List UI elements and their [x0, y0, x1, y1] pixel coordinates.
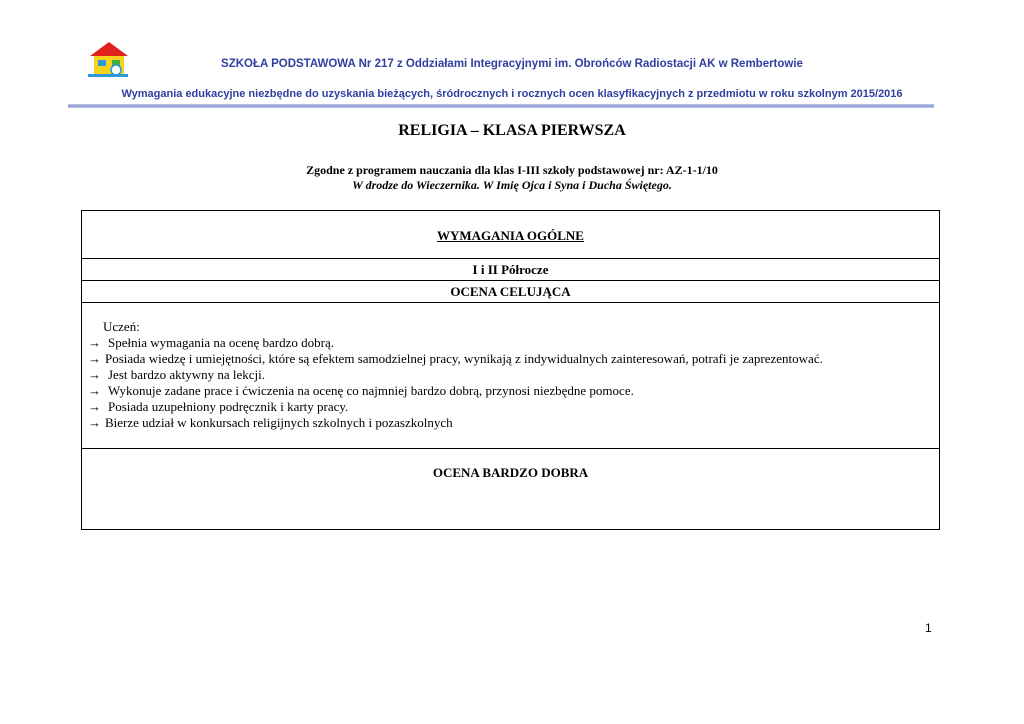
arrow-icon: →: [88, 415, 101, 430]
requirement-text: Bierze udział w konkursach religijnych szkolnych i pozaszkolnych: [105, 415, 453, 430]
requirement-text: Spełnia wymagania na ocenę bardzo dobrą.: [108, 335, 334, 350]
school-name-header: SZKOŁA PODSTAWOWA Nr 217 z Oddziałami Integracyjnymi im. Obrońców Radiostacji AK w Rembertowie: [221, 58, 803, 70]
list-item: [88, 351, 823, 367]
list-item: [88, 399, 348, 415]
requirement-text: Posiada uzupełniony podręcznik i karty pracy.: [108, 399, 349, 414]
arrow-icon: →: [88, 399, 101, 414]
grade-very-good-heading: OCENA BARDZO DOBRA: [432, 465, 589, 480]
requirement-text: Posiada wiedzę i umiejętności, które są efektem samodzielnej pracy, wynikają z indywidualnych zainteresowań, potrafi je zaprezentować.: [105, 351, 823, 366]
arrow-icon: →: [88, 367, 101, 382]
arrow-icon: →: [88, 383, 101, 398]
student-label: Uczeń:: [103, 319, 140, 334]
program-title: W drodze do Wieczernika. W Imię Ojca i Syna i Ducha Świętego.: [352, 178, 672, 192]
page-title: RELIGIA – KLASA PIERWSZA: [398, 122, 626, 139]
list-item: [88, 367, 265, 383]
arrow-icon: →: [88, 351, 101, 366]
list-item: [88, 415, 453, 431]
grade-very-good-row: [82, 449, 939, 529]
program-line: Zgodne z programem nauczania dla klas I-III szkoły podstawowej nr: AZ-1-1/10: [306, 163, 718, 177]
requirements-table: [81, 210, 940, 530]
list-item: [88, 383, 634, 399]
semester-row: [82, 259, 939, 281]
grade-excellent-heading: OCENA CELUJĄCA: [450, 284, 571, 299]
list-item: [88, 335, 334, 351]
requirements-subtitle-header: Wymagania edukacyjne niezbędne do uzyskania bieżących, śródrocznych i rocznych ocen klasyfikacyjnych z przedmiotu w roku szkolnym 2015/2016: [121, 88, 903, 100]
page-number: 1: [925, 621, 932, 635]
school-house-logo-icon: [86, 40, 132, 80]
semester-label: I i II Półrocze: [472, 262, 549, 277]
requirements-list-row: [82, 303, 939, 449]
requirement-text: Jest bardzo aktywny na lekcji.: [108, 367, 266, 382]
header-divider: [68, 104, 934, 108]
requirement-text: Wykonuje zadane prace i ćwiczenia na ocenę co najmniej bardzo dobrą, przynosi niezbędne pomoce.: [108, 383, 634, 398]
general-requirements-heading: WYMAGANIA OGÓLNE: [437, 228, 584, 243]
arrow-icon: →: [88, 335, 101, 350]
general-requirements-row: [82, 211, 939, 259]
grade-excellent-row: [82, 281, 939, 303]
